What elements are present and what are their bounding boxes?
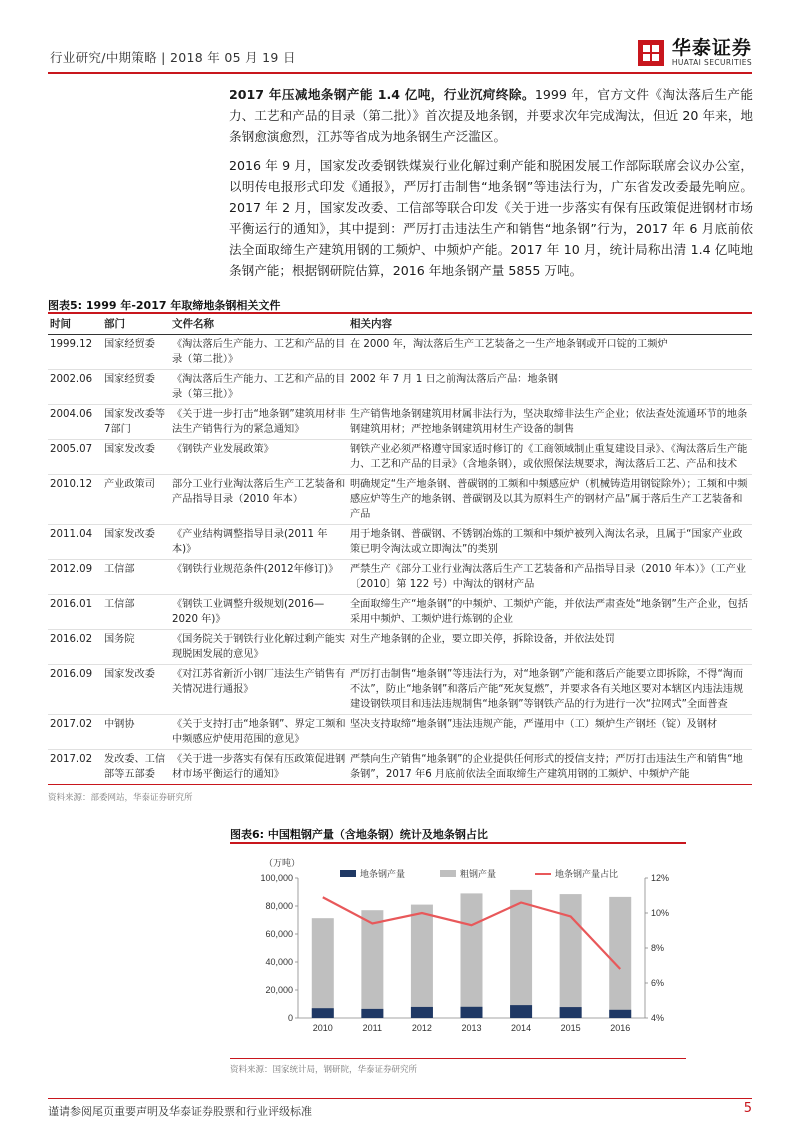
table-row (48, 715, 752, 750)
huatai-logo-icon (636, 38, 666, 68)
table-row (48, 440, 752, 475)
header-divider (48, 72, 752, 74)
footer-divider (48, 1098, 752, 1099)
x-tick-label: 2013 (461, 1023, 482, 1033)
y2-tick-label: 12% (651, 873, 670, 883)
cell-content: 严禁向生产销售“地条钢”的企业提供任何形式的授信支持；严厉打击违法生产和销售“地条钢”，2017 年6 月底前依法全面取缔生产建筑用钢的工频炉、中频炉产能 (348, 750, 752, 785)
paragraph-2: 2016 年 9 月，国家发改委钢铁煤炭行业化解过剩产能和脱困发展工作部际联席会议办公室，以明传电报形式印发《通报》，严厉打击制售“地条钢”等违法行为，广东省发改委最先响应。2017 年 2 月，国家发改委、工信部等联合印发《关于进一步落实有保有压政策促进钢材市场平衡运行的通知》，其中提到：严厉打击违法生产和销售“地条钢”行为，2017 年 6 月底前依法全面取缔生产建筑用钢的工频炉、中频炉产能。2017 年 10 月，统计局称出清 1.4 亿吨地条钢产能；根据钢研院估算，2016 年地条钢产量 5855 万吨。 (229, 158, 753, 278)
cell-time: 2005.07 (48, 440, 102, 475)
col-header-time: 时间 (48, 314, 102, 335)
table-row (48, 370, 752, 405)
y2-tick-label: 6% (651, 978, 665, 988)
logo-english-name: HUATAI SECURITIES (671, 58, 752, 67)
cell-department: 工信部 (102, 595, 170, 630)
cell-time: 2016.09 (48, 665, 102, 715)
bar-ditiao-steel (312, 1008, 334, 1018)
table-row (48, 630, 752, 665)
cell-time: 2010.12 (48, 475, 102, 525)
y-tick-label: 60,000 (265, 929, 293, 939)
cell-document: 《淘汰落后生产能力、工艺和产品的目录（第三批）》 (170, 370, 348, 405)
cell-content: 2002 年 7 月 1 日之前淘汰落后产品：地条钢 (348, 370, 752, 405)
cell-department: 工信部 (102, 560, 170, 595)
cell-department: 国家经贸委 (102, 370, 170, 405)
cell-department: 国家发改委 (102, 525, 170, 560)
policy-table (48, 314, 752, 785)
cell-content: 严厉打击制售“地条钢”等违法行为，对“地条钢”产能和落后产能要立即拆除，不得“淘而不汰”，防止“地条钢”和落后产能“死灰复燃”，并要求各有关地区要对本辖区内违法违规建设钢铁项目和违法违规制售“地条钢”等钢铁产品的行为进行一次“拉网式”全面普查 (348, 665, 752, 715)
x-tick-label: 2014 (511, 1023, 532, 1033)
bar-crude-steel (510, 890, 532, 1018)
cell-department: 国务院 (102, 630, 170, 665)
x-tick-label: 2011 (362, 1023, 383, 1033)
paragraph-1-text: 1999 年，官方文件《淘汰落后生产能力、工艺和产品的目录（第二批）》首次提及地条钢，并要求次年完成淘汰，但近 20 年来，地条钢愈演愈烈，江苏等省成为地条钢生产泛滥区。 (229, 87, 753, 144)
steel-output-chart (230, 848, 690, 1038)
cell-document: 《钢铁行业规范条件(2012年修订)》 (170, 560, 348, 595)
legend-swatch (340, 870, 356, 877)
bar-crude-steel (312, 918, 334, 1018)
cell-department: 国家发改委 (102, 665, 170, 715)
table-row (48, 525, 752, 560)
x-tick-label: 2010 (312, 1023, 333, 1033)
bar-ditiao-steel (609, 1010, 631, 1018)
y-tick-label: 40,000 (265, 957, 293, 967)
cell-time: 2011.04 (48, 525, 102, 560)
figure6-title: 图表6: 中国粗钢产量（含地条钢）统计及地条钢占比 (230, 828, 488, 841)
cell-time: 2016.01 (48, 595, 102, 630)
cell-content: 严禁生产《部分工业行业淘汰落后生产工艺装备和产品指导目录（2010 年本）》（工产业〔2010〕第 122 号）中淘汰的钢材产品 (348, 560, 752, 595)
cell-content: 坚决支持取缔“地条钢”违法违规产能，严谨用中（工）频炉生产钢坯（锭）及钢材 (348, 715, 752, 750)
cell-content: 用于地条钢、普碳钢、不锈钢冶炼的工频和中频炉被列入淘汰名录，且属于“国家产业政策已明令淘汰或立即淘汰”的类别 (348, 525, 752, 560)
figure6-source: 资料来源：国家统计局，钢研院，华泰证券研究所 (230, 1065, 418, 1075)
cell-department: 国家经贸委 (102, 335, 170, 370)
bar-crude-steel (461, 893, 483, 1018)
bar-ditiao-steel (411, 1007, 433, 1018)
cell-document: 《钢铁工业调整升级规划(2016—2020 年)》 (170, 595, 348, 630)
col-header-document: 文件名称 (170, 314, 348, 335)
bar-ditiao-steel (560, 1007, 582, 1018)
cell-content: 在 2000 年，淘汰落后生产工艺装备之一生产地条钢或开口锭的工频炉 (348, 335, 752, 370)
cell-time: 2017.02 (48, 750, 102, 785)
table-row (48, 475, 752, 525)
x-tick-label: 2016 (610, 1023, 631, 1033)
y-tick-label: 0 (287, 1013, 293, 1023)
cell-department: 国家发改委 (102, 440, 170, 475)
table-row (48, 750, 752, 785)
cell-time: 2017.02 (48, 715, 102, 750)
footer-disclaimer: 谨请参阅尾页重要声明及华泰证券股票和行业评级标准 (48, 1105, 312, 1118)
cell-document: 《关于进一步落实有保有压政策促进钢材市场平衡运行的通知》 (170, 750, 348, 785)
cell-content: 明确规定“生产地条钢、普碳钢的工频和中频感应炉（机械铸造用钢锭除外）；工频和中频感应炉等生产的地条钢、普碳钢及以其为原料生产的钢材产品”属于落后生产工艺装备和产品 (348, 475, 752, 525)
cell-content: 对生产地条钢的企业，要立即关停，拆除设备，并依法处罚 (348, 630, 752, 665)
cell-time: 2016.02 (48, 630, 102, 665)
y-tick-label: 20,000 (265, 985, 293, 995)
col-header-department: 部门 (102, 314, 170, 335)
page-number: 5 (743, 1101, 752, 1116)
cell-document: 《淘汰落后生产能力、工艺和产品的目录（第二批）》 (170, 335, 348, 370)
cell-document: 《产业结构调整指导目录(2011 年本)》 (170, 525, 348, 560)
y2-tick-label: 8% (651, 943, 665, 953)
policy-table-header (48, 314, 752, 335)
y-tick-label: 80,000 (265, 901, 293, 911)
table-row (48, 335, 752, 370)
y2-tick-label: 4% (651, 1013, 665, 1023)
y-tick-label: 100,000 (260, 873, 293, 883)
legend-swatch (440, 870, 456, 877)
legend-label: 地条钢产量占比 (555, 869, 619, 879)
cell-department: 国家发改委等7部门 (102, 405, 170, 440)
cell-content: 全面取缔生产“地条钢”的中频炉、工频炉产能，并依法严肃查处“地条钢”生产企业，包括采用中频炉、工频炉进行炼钢的企业 (348, 595, 752, 630)
bar-crude-steel (361, 910, 383, 1018)
cell-content: 生产销售地条钢建筑用材属非法行为，坚决取缔非法生产企业；依法查处流通环节的地条钢建筑用材；严控地条钢建筑用材生产设备的制售 (348, 405, 752, 440)
y-axis-unit-label: （万吨） (264, 858, 301, 868)
bar-crude-steel (609, 897, 631, 1018)
x-tick-label: 2012 (411, 1023, 432, 1033)
cell-department: 中钢协 (102, 715, 170, 750)
figure6-source-rule (230, 1058, 686, 1059)
col-header-content: 相关内容 (348, 314, 752, 335)
bar-crude-steel (411, 905, 433, 1018)
table-row (48, 665, 752, 715)
figure6-title-rule (230, 842, 686, 844)
huatai-logo (636, 38, 752, 68)
cell-department: 产业政策司 (102, 475, 170, 525)
bar-crude-steel (560, 894, 582, 1018)
cell-document: 《对江苏省新沂小钢厂违法生产销售有关情况进行通报》 (170, 665, 348, 715)
cell-document: 《钢铁产业发展政策》 (170, 440, 348, 475)
bar-ditiao-steel (461, 1007, 483, 1018)
cell-time: 2004.06 (48, 405, 102, 440)
legend-label: 粗钢产量 (460, 869, 497, 879)
table-row (48, 595, 752, 630)
figure5-source: 资料来源：部委网站，华泰证券研究所 (48, 793, 193, 803)
cell-document: 部分工业行业淘汰落后生产工艺装备和产品指导目录（2010 年本） (170, 475, 348, 525)
page-header (48, 38, 752, 72)
legend-label: 地条钢产量 (360, 869, 406, 879)
y2-tick-label: 10% (651, 908, 670, 918)
header-text: 行业研究/中期策略 | 2018 年 05 月 19 日 (50, 50, 296, 65)
cell-document: 《关于进一步打击“地条钢”建筑用材非法生产销售行为的紧急通知》 (170, 405, 348, 440)
x-tick-label: 2015 (560, 1023, 581, 1033)
cell-content: 钢铁产业必须严格遵守国家适时修订的《工商领域制止重复建设目录》、《淘汰落后生产能力、工艺和产品的目录》（含地条钢），或依照保法规要求，淘汰落后工艺、产品和技术 (348, 440, 752, 475)
logo-chinese-name: 华泰证券 (671, 37, 752, 59)
table-row (48, 560, 752, 595)
paragraph-1 (229, 84, 753, 147)
cell-time: 2012.09 (48, 560, 102, 595)
cell-time: 2002.06 (48, 370, 102, 405)
paragraph-1-lead: 2017 年压减地条钢产能 1.4 亿吨，行业沉疴终除。 (229, 87, 535, 102)
table-row (48, 405, 752, 440)
figure5-title: 图表5: 1999 年-2017 年取缔地条钢相关文件 (48, 299, 281, 312)
cell-department: 发改委、工信部等五部委 (102, 750, 170, 785)
bar-ditiao-steel (361, 1009, 383, 1018)
cell-time: 1999.12 (48, 335, 102, 370)
cell-document: 《关于支持打击“地条钢”、界定工频和中频感应炉使用范围的意见》 (170, 715, 348, 750)
bar-ditiao-steel (510, 1005, 532, 1018)
cell-document: 《国务院关于钢铁行业化解过剩产能实现脱困发展的意见》 (170, 630, 348, 665)
